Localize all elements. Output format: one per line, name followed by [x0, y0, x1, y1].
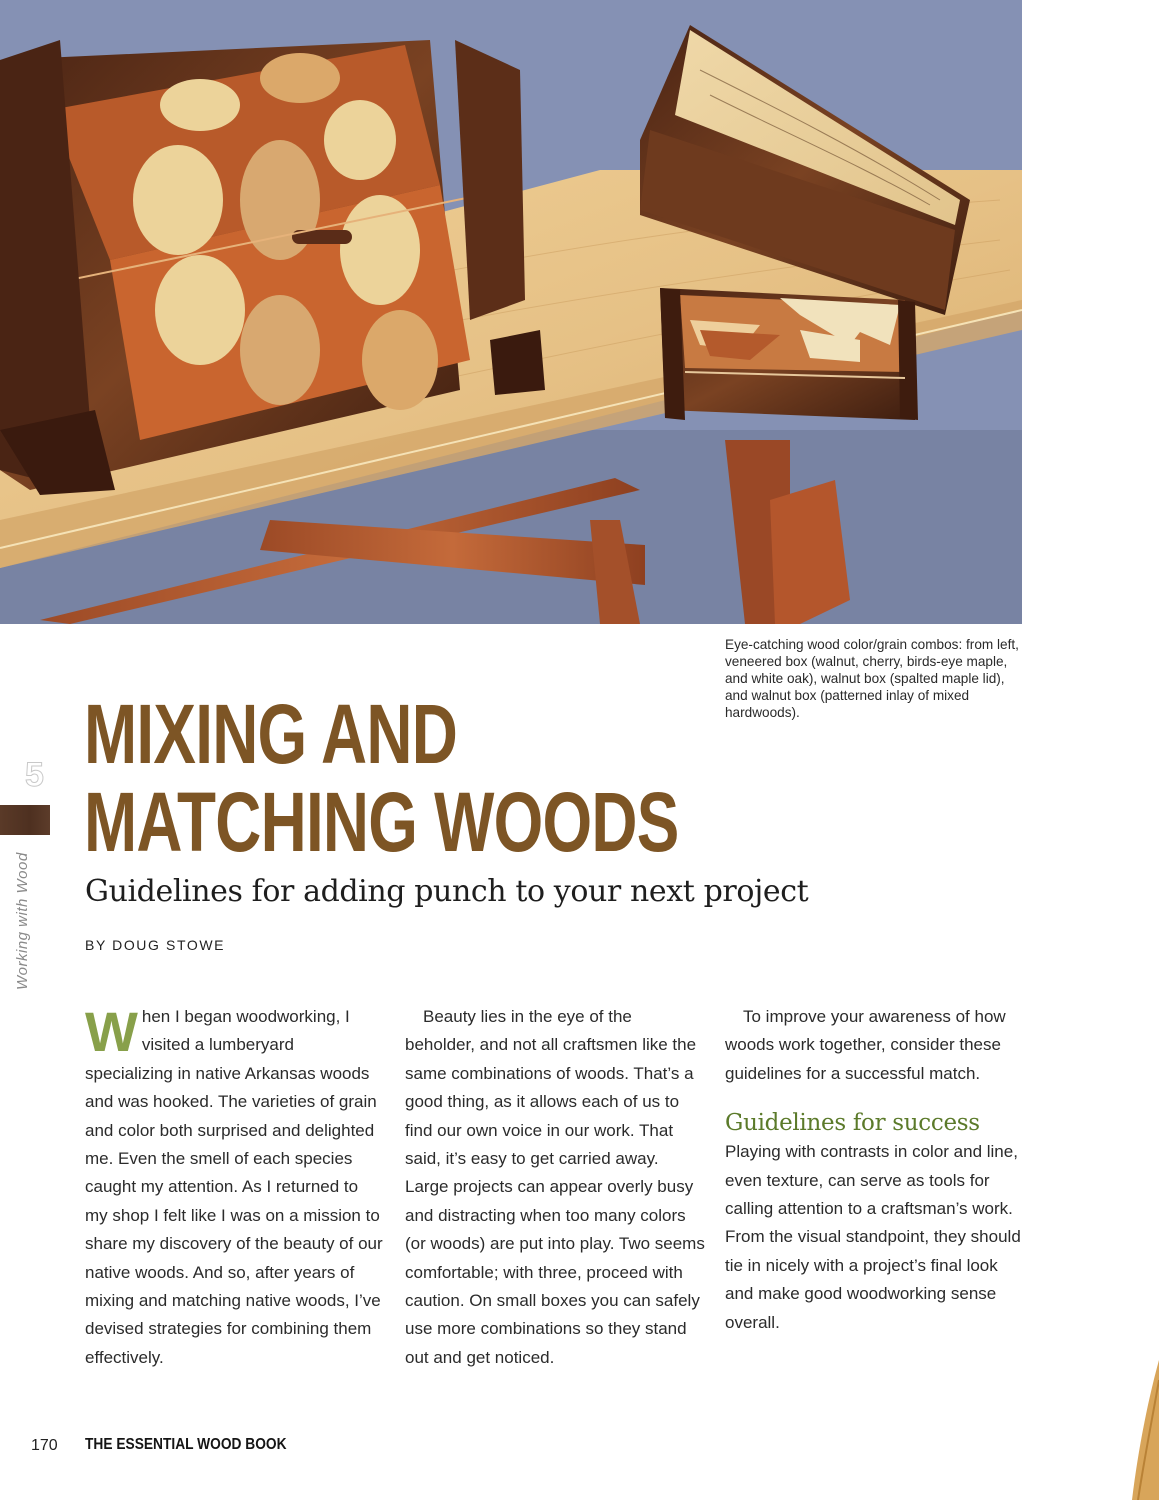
body-column-1 — [85, 1000, 385, 1372]
article-subtitle: Guidelines for adding punch to your next project — [85, 874, 809, 909]
body-column-3 — [725, 1003, 1025, 1337]
hero-photo — [0, 0, 1022, 624]
title-line-2: MATCHING WOODS — [84, 775, 679, 869]
photo-caption: Eye-catching wood color/grain combos: from left, veneered box (walnut, cherry, birds-eye maple, and white oak), walnut box (spalted maple lid), and walnut box (patterned inlay of mixed hardwoods). — [725, 637, 1019, 720]
body-column-2 — [405, 1003, 705, 1372]
wood-boxes-illustration — [0, 0, 1022, 624]
column-2-text: Beauty lies in the eye of the beholder, and not all craftsmen like the same combinations of woods. That’s a good thing, as it allows each of us to find our own voice in our work. That said, it’s easy to get carried away. Large projects can appear overly busy and distracting when too many colors (or woods) are put into play. Two seems comfortable; with three, proceed with caution. On small boxes you can safely use more combinations so they stand out and get noticed. — [405, 1007, 705, 1367]
title-line-1: MIXING AND — [84, 687, 458, 781]
column-1-text: hen I began woodworking, I visited a lumberyard specializing in native Arkansas woods and was hooked. The varieties of grain and color both surprised and delighted me. Even the smell of each species caught my attention. As I returned to my shop I felt like I was on a mission to share my discovery of the beauty of our native woods. And so, after years of mixing and matching native woods, I’ve devised strategies for combining them effectively. — [85, 1007, 383, 1367]
article-title — [84, 687, 679, 869]
column-3-intro: To improve your awareness of how woods work together, consider these guidelines for a successful match. — [725, 1007, 1006, 1083]
column-3-text: Playing with contrasts in color and line, even texture, can serve as tools for calling attention to a craftsman’s work. From the visual standpoint, they should tie in nicely with a project’s final look and make good woodworking sense overall. — [725, 1142, 1021, 1332]
inlay-box — [660, 288, 918, 420]
facing-page-wood-edge — [1120, 1360, 1159, 1500]
chapter-tab-bar — [0, 805, 50, 835]
drop-cap: W — [85, 1000, 138, 1063]
section-heading: Guidelines for success — [725, 1110, 980, 1137]
section-label: Working with Wood — [14, 852, 31, 990]
byline: BY DOUG STOWE — [85, 937, 226, 953]
book-title: THE ESSENTIAL WOOD BOOK — [85, 1436, 287, 1453]
chapter-number: 5 — [25, 756, 44, 794]
page-number: 170 — [31, 1437, 58, 1454]
